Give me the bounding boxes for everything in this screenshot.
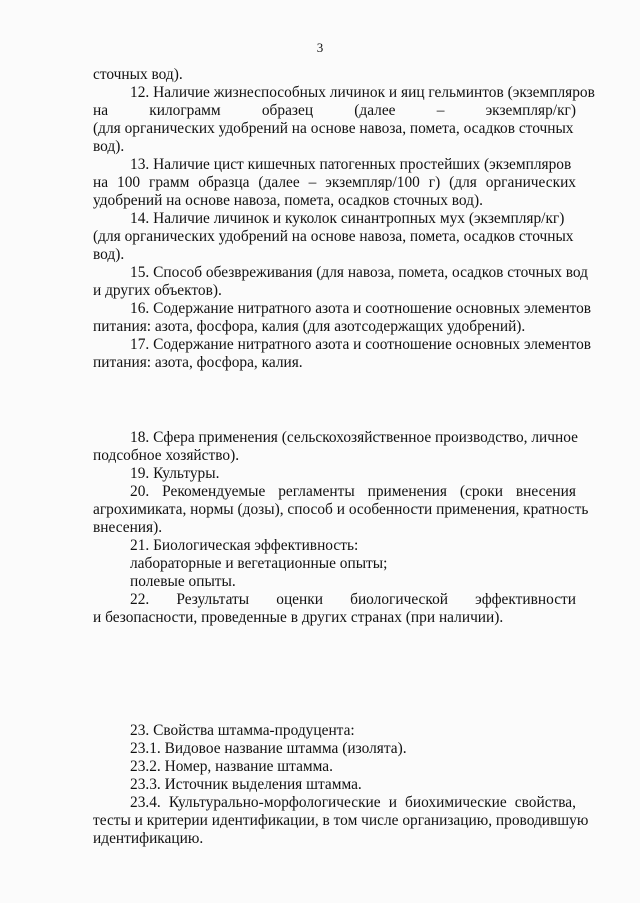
item-16-line: питания: азота, фосфора, калия (для азотсодержащих удобрений). [93, 318, 526, 335]
item-21-line: полевые опыты. [130, 573, 236, 590]
item-13-line: удобрений на основе навоза, помета, осадков сточных вод). [93, 192, 483, 209]
item-17-line: 17. Содержание нитратного азота и соотношение основных элементов [130, 336, 592, 353]
item-12-line: (для органических удобрений на основе навоза, помета, осадков сточных [93, 120, 574, 137]
item-23-line: 23.3. Источник выделения штамма. [130, 776, 362, 793]
item-22-line: и безопасности, проведенные в других странах (при наличии). [93, 609, 504, 626]
item-15-line: 15. Способ обезвреживания (для навоза, помета, осадков сточных вод [130, 264, 589, 281]
item-17-line: питания: азота, фосфора, калия. [93, 354, 303, 371]
item-20-line: 20. Рекомендуемые регламенты применения (сроки внесения [130, 483, 576, 500]
item-23-4-line: идентификацию. [93, 830, 204, 847]
item-16-line: 16. Содержание нитратного азота и соотношение основных элементов [130, 300, 592, 317]
item-18-line: 18. Сфера применения (сельскохозяйственное производство, личное [130, 429, 578, 446]
item-18-line: подсобное хозяйство). [93, 447, 240, 464]
text-line: сточных вод). [93, 66, 183, 83]
item-21-line: лабораторные и вегетационные опыты; [130, 555, 388, 572]
item-13-line: 13. Наличие цист кишечных патогенных простейших (экземпляров [130, 156, 572, 173]
item-14-line: вод). [93, 246, 125, 263]
item-19-line: 19. Культуры. [130, 465, 220, 482]
item-12-line: 12. Наличие жизнеспособных личинок и яиц гельминтов (экземпляров [130, 84, 595, 101]
item-23-line: 23. Свойства штамма-продуцента: [130, 722, 355, 739]
item-13-line: на 100 грамм образца (далее – экземпляр/100 г) (для органических [93, 174, 576, 191]
item-22-line: 22. Результаты оценки биологической эффективности [130, 591, 576, 608]
item-12-line: на килограмм образец (далее – экземпляр/кг) [93, 102, 576, 119]
page-number: 3 [316, 40, 324, 55]
item-14-line: 14. Наличие личинок и куколок синантропных мух (экземпляр/кг) [130, 210, 565, 227]
item-15-line: и других объектов). [93, 282, 222, 299]
item-12-line: вод). [93, 138, 125, 155]
item-21-line: 21. Биологическая эффективность: [130, 537, 359, 554]
item-23-4-line: 23.4. Культурально-морфологические и биохимические свойства, [130, 794, 576, 811]
item-14-line: (для органических удобрений на основе навоза, помета, осадков сточных [93, 228, 574, 245]
item-23-4-line: тесты и критерии идентификации, в том числе организацию, проводившую [93, 812, 589, 829]
item-20-line: агрохимиката, нормы (дозы), способ и особенности применения, кратность [93, 501, 589, 518]
item-23-line: 23.2. Номер, название штамма. [130, 758, 333, 775]
item-20-line: внесения). [93, 519, 163, 536]
item-23-line: 23.1. Видовое название штамма (изолята). [130, 740, 407, 757]
